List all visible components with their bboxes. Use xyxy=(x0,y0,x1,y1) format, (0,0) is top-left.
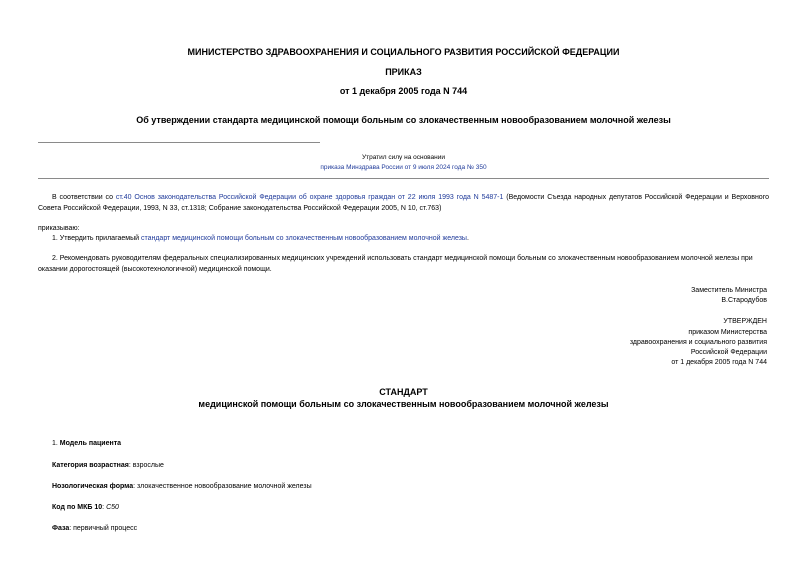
standard-subheading: медицинской помощи больным со злокачественным новообразованием молочной железы xyxy=(198,399,609,409)
preamble-paragraph xyxy=(38,192,769,214)
phase-row xyxy=(52,523,137,534)
item1-prefix: 1. Утвердить прилагаемый xyxy=(52,235,141,242)
nosology-row xyxy=(52,481,312,492)
phase-value: : первичный процесс xyxy=(69,525,138,532)
icd-value: C50 xyxy=(106,504,119,511)
icd-row: Код по МКБ 10: C50 xyxy=(52,504,119,511)
category-row xyxy=(52,460,164,471)
phase-label: Фаза xyxy=(52,525,70,532)
approval-line-2: приказом Министерства xyxy=(688,329,767,336)
signature-name: В.Стародубов xyxy=(721,297,767,304)
approval-line-4: Российской Федерации xyxy=(690,349,767,356)
preamble-prefix: В соответствии со xyxy=(52,194,116,201)
repeal-notice-line xyxy=(0,163,807,173)
approval-line-3: здравоохранения и социального развития xyxy=(629,339,767,346)
nosology-value: : злокачественное новообразование молочной железы xyxy=(133,483,312,490)
signature-position: Заместитель Министра xyxy=(691,287,767,294)
top-divider xyxy=(38,142,320,143)
standard-link[interactable]: стандарт медицинской помощи больным со злокачественным новообразованием молочной железы xyxy=(140,235,467,242)
approval-line-1: УТВЕРЖДЕН xyxy=(723,318,767,325)
model-title: Модель пациента xyxy=(59,440,122,447)
item1-suffix: . xyxy=(466,235,469,242)
repeal-notice: Утратил силу на основании xyxy=(361,154,446,161)
ministry-heading: МИНИСТЕРСТВО ЗДРАВООХРАНЕНИЯ И СОЦИАЛЬНОГО РАЗВИТИЯ РОССИЙСКОЙ ФЕДЕРАЦИИ xyxy=(187,47,620,57)
doc-date-number: от 1 декабря 2005 года N 744 xyxy=(339,86,468,96)
order-word: приказываю: xyxy=(38,225,80,232)
standard-heading: СТАНДАРТ xyxy=(379,387,428,397)
law-article-link[interactable]: ст.40 Основ законодательства Российской Федерации об охране здоровья граждан от 22 июля 1993 года N 5487-1 xyxy=(115,194,504,201)
notice-divider xyxy=(38,178,769,179)
order-item-1 xyxy=(52,233,469,244)
doc-type-heading: ПРИКАЗ xyxy=(385,67,422,77)
category-label: Категория возрастная xyxy=(52,462,129,469)
doc-title: Об утверждении стандарта медицинской помощи больным со злокачественным новообразованием молочной железы xyxy=(136,115,671,125)
category-value: : взрослые xyxy=(128,462,164,469)
model-heading xyxy=(52,438,121,449)
repeal-order-link[interactable]: приказа Минздрава России от 9 июля 2024 года № 350 xyxy=(320,164,487,171)
icd-label: Код по МКБ 10 xyxy=(52,504,103,511)
preamble-suffix: (Ведомости Съезда народных депутатов Российской Федерации и Верховного Совета Российской Федерации, 1993, N 33, ст.1318; Собрание законодательства Российской Федерации 2005, N 10, ст.763) xyxy=(38,194,769,212)
nosology-label: Нозологическая форма xyxy=(52,483,134,490)
order-item-2: 2. Рекомендовать руководителям федеральных специализированных медицинских учреждений использовать стандарт медицинской помощи больным со злокачественным новообразованием молочной железы при оказании дорогостоящей (высокотехнологичной) медицинской помощи. xyxy=(38,255,753,273)
approval-line-5: от 1 декабря 2005 года N 744 xyxy=(671,359,767,366)
model-number: 1. xyxy=(52,440,60,447)
